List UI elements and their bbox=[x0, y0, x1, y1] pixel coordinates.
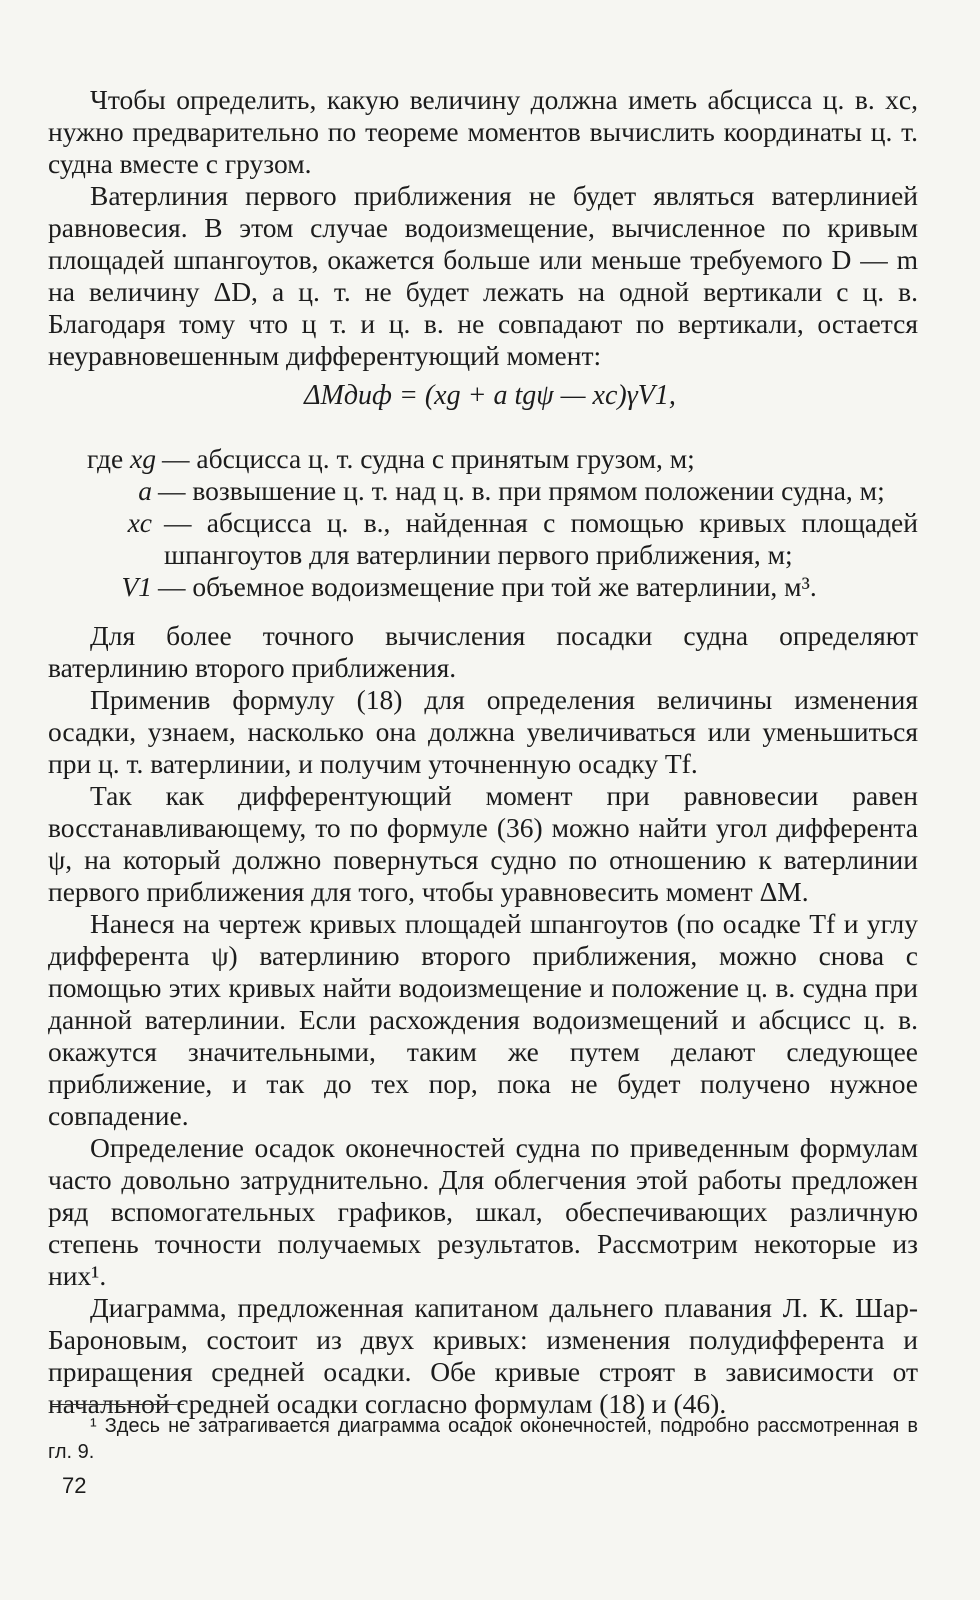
definition-symbol: xc bbox=[127, 507, 152, 538]
paragraph: Для более точного вычисления посадки судна определяют ватерлинию второго приближения. bbox=[48, 620, 918, 683]
definition-symbol: V1 bbox=[121, 571, 152, 602]
definition-row bbox=[48, 507, 918, 571]
formula-lhs: ΔMдиф bbox=[304, 380, 392, 411]
text-block-top bbox=[48, 84, 918, 372]
definition-text: — объемное водоизмещение при той же ватерлинии, м³. bbox=[158, 571, 817, 602]
paragraph: Ватерлиния первого приближения не будет являться ватерлинией равновесия. В этом случае водоизмещение, вычисленное по кривым площадей шпангоутов, окажется больше или меньше требуемого D — m на величину ΔD, а ц. т. не будет лежать на одной вертикали с ц. в. Благодаря тому что ц т. и ц. в. не совпадают по вертикали, остается неуравновешенным дифферентующий момент: bbox=[48, 180, 918, 371]
definition-row bbox=[48, 443, 918, 475]
paragraph: Применив формулу (18) для определения величины изменения осадки, узнаем, насколько она должна увеличиваться или уменьшиться при ц. т. ватерлинии, и получим уточненную осадку Tf. bbox=[48, 684, 918, 779]
page-number: 72 bbox=[62, 1473, 87, 1498]
definition-row bbox=[48, 475, 918, 507]
definition-text: — возвышение ц. т. над ц. в. при прямом положении судна, м; bbox=[158, 475, 885, 506]
footnote: ¹ Здесь не затрагивается диаграмма осадок оконечностей, подробно рассмотренная в гл. 9. bbox=[48, 1415, 918, 1463]
paragraph: Нанеся на чертеж кривых площадей шпангоутов (по осадке Tf и углу дифферента ψ) ватерлинию второго приближения, можно снова с помощью этих кривых найти водоизмещение и положение ц. в. судна при данной ватерлинии. Если расхождения водоизмещений и абсцисс ц. в. окажутся значительными, таким же путем делают следующее приближение, и так до тех пор, пока не будет получено нужное совпадение. bbox=[48, 908, 918, 1131]
footnote-divider bbox=[52, 1404, 184, 1405]
formula-moment bbox=[0, 380, 980, 412]
paragraph: Диаграмма, предложенная капитаном дальнего плавания Л. К. Шар-Бароновым, состоит из двух кривых: изменения полудифферента и приращения средней осадки. Обе кривые строят в зависимости от начальной средней осадки согласно формулам (18) и (46). bbox=[48, 1292, 918, 1419]
definition-text: — абсцисса ц. т. судна с принятым грузом, м; bbox=[162, 443, 695, 474]
text-block-bottom bbox=[48, 620, 918, 1420]
definition-prefix: где bbox=[87, 443, 124, 474]
definitions-list bbox=[48, 443, 918, 603]
paragraph: Так как дифферентующий момент при равновесии равен восстанавливающему, то по формуле (36) можно найти угол дифферента ψ, на который должно повернуться судно по отношению к ватерлинии первого приближения для того, чтобы уравновесить момент ΔM. bbox=[48, 780, 918, 907]
definition-text: — абсцисса ц. в., найденная с помощью кривых площадей шпангоутов для ватерлинии первого приближения, м; bbox=[164, 507, 918, 570]
definition-row bbox=[48, 571, 918, 603]
paragraph: Определение осадок оконечностей судна по приведенным формулам часто довольно затруднительно. Для облегчения этой работы предложен ряд вспомогательных графиков, шкал, обеспечивающих различную степень точности получаемых результатов. Рассмотрим некоторые из них¹. bbox=[48, 1132, 918, 1291]
definition-symbol: xg bbox=[130, 443, 156, 474]
paragraph: Чтобы определить, какую величину должна иметь абсцисса ц. в. xc, нужно предварительно по теореме моментов вычислить координаты ц. т. судна вместе с грузом. bbox=[48, 84, 918, 179]
definition-symbol: a bbox=[138, 475, 152, 506]
formula-rhs: = (xg + a tgψ — xc)γV1, bbox=[398, 380, 676, 411]
